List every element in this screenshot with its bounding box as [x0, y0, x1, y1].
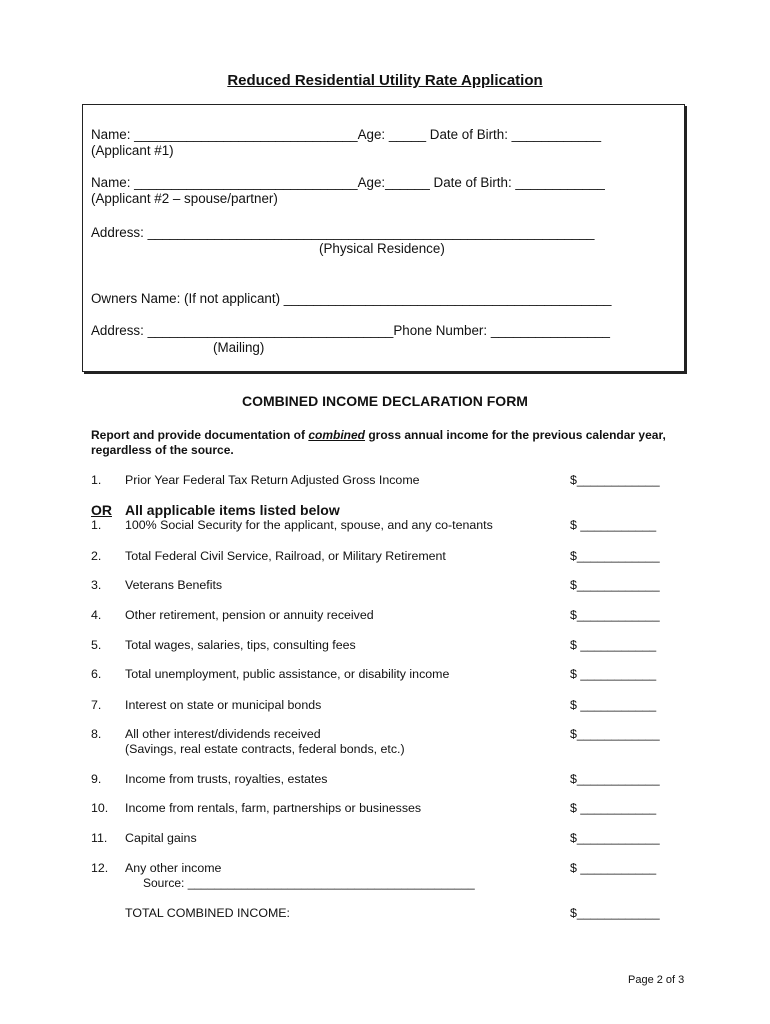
- item-description: Total unemployment, public assistance, or disability income: [125, 667, 450, 681]
- item-description: Income from trusts, royalties, estates: [125, 772, 328, 786]
- intro-text-1: Report and provide documentation of: [91, 428, 309, 442]
- page-number: Page 2 of 3: [628, 974, 685, 986]
- amount-field[interactable]: $____________: [570, 473, 660, 487]
- item-number: 3.: [91, 578, 102, 592]
- total-label: TOTAL COMBINED INCOME:: [125, 906, 290, 920]
- item-number: 12.: [91, 861, 109, 875]
- item-description-note: (Savings, real estate contracts, federal bonds, etc.): [125, 742, 405, 756]
- mailing-address-phone-line[interactable]: Address: _________________________________Phone Number: ________________: [91, 323, 610, 338]
- amount-field[interactable]: $ ___________: [570, 518, 657, 532]
- amount-field[interactable]: $____________: [570, 772, 660, 786]
- item-number: 5.: [91, 638, 102, 652]
- applicant2-name-line[interactable]: Name: ______________________________Age:______ Date of Birth: ____________: [91, 175, 605, 190]
- or-label: OR: [91, 502, 112, 518]
- item-number: 1.: [91, 518, 102, 532]
- item-number: 1.: [91, 473, 102, 487]
- section-title: COMBINED INCOME DECLARATION FORM: [242, 393, 528, 409]
- amount-field[interactable]: $____________: [570, 608, 660, 622]
- item-description: Any other income: [125, 861, 222, 875]
- amount-field[interactable]: $ ___________: [570, 801, 657, 815]
- total-amount-field[interactable]: $____________: [570, 906, 660, 920]
- item-number: 2.: [91, 549, 102, 563]
- item-number: 4.: [91, 608, 102, 622]
- item-description: Capital gains: [125, 831, 197, 845]
- item-description: 100% Social Security for the applicant, spouse, and any co-tenants: [125, 518, 493, 532]
- applicant-info-box: [82, 104, 685, 372]
- amount-field[interactable]: $ ___________: [570, 861, 657, 875]
- item-description: Total Federal Civil Service, Railroad, or Military Retirement: [125, 549, 446, 563]
- instructions-paragraph: [91, 428, 671, 458]
- amount-field[interactable]: $____________: [570, 549, 660, 563]
- intro-emphasis: combined: [308, 428, 366, 442]
- source-field[interactable]: Source: ___________________________________________: [143, 876, 475, 890]
- applicant1-name-line[interactable]: Name: ______________________________Age: _____ Date of Birth: ____________: [91, 127, 602, 142]
- or-heading: All applicable items listed below: [125, 502, 340, 518]
- amount-field[interactable]: $____________: [570, 727, 660, 741]
- item-number: 7.: [91, 698, 102, 712]
- physical-address-label: (Physical Residence): [319, 241, 445, 256]
- owners-name-line[interactable]: Owners Name: (If not applicant) ____________________________________________: [91, 291, 612, 306]
- mailing-address-label: (Mailing): [213, 340, 265, 355]
- applicant1-label: (Applicant #1): [91, 143, 174, 158]
- item-description: Prior Year Federal Tax Return Adjusted Gross Income: [125, 473, 420, 487]
- amount-field[interactable]: $ ___________: [570, 698, 657, 712]
- item-number: 9.: [91, 772, 102, 786]
- item-description: All other interest/dividends received: [125, 727, 321, 741]
- item-description: Total wages, salaries, tips, consulting fees: [125, 638, 356, 652]
- amount-field[interactable]: $ ___________: [570, 638, 657, 652]
- item-number: 6.: [91, 667, 102, 681]
- physical-address-line[interactable]: Address: ____________________________________________________________: [91, 225, 595, 240]
- applicant2-label: (Applicant #2 – spouse/partner): [91, 191, 278, 206]
- item-description: Income from rentals, farm, partnerships or businesses: [125, 801, 422, 815]
- item-description: Interest on state or municipal bonds: [125, 698, 322, 712]
- item-number: 10.: [91, 801, 109, 815]
- item-description: Veterans Benefits: [125, 578, 223, 592]
- intro-text-2: gross annual income for the previous calendar year, regardless of the source.: [91, 428, 666, 457]
- item-number: 8.: [91, 727, 102, 741]
- page-title: Reduced Residential Utility Rate Application: [227, 72, 543, 89]
- amount-field[interactable]: $ ___________: [570, 667, 657, 681]
- amount-field[interactable]: $____________: [570, 578, 660, 592]
- item-description: Other retirement, pension or annuity received: [125, 608, 374, 622]
- item-number: 11.: [91, 831, 108, 845]
- amount-field[interactable]: $____________: [570, 831, 660, 845]
